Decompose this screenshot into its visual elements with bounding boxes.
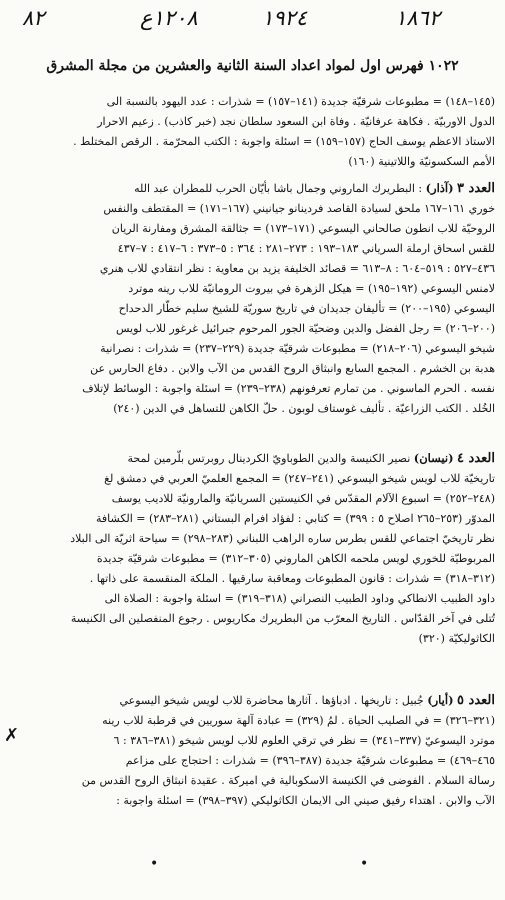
issue-3-block: [14, 178, 495, 419]
handwritten-note-2: ١٢٠٨ع: [140, 6, 198, 30]
text-line: المربوطيّة للخوري لويس ملحمه الكاهن الماروني (٣٠٥–٣١٢) = مطبوعات شرقيّة جديدة: [96, 552, 495, 565]
text-line: هدبة بن الخشرم . المجمع السابع وانبثاق الروح القدس من الآب والابن . دفاع الحارس عن: [90, 362, 495, 375]
text-line: الخُلد . الكتب الزراعيّة . تأليف غوستاف لوبون . حلّ الكاهن للتساهل في الدين (٢٤٠): [113, 402, 495, 415]
page-title: ١٠٢٢ فهرس اول لمواد اعداد السنة الثانية والعشرين من مجلة المشرق: [46, 58, 459, 74]
text-line: جُبيل : تاريخها . ادباؤها . آثارها محاضرة للاب لويس شيخو اليسوعي: [119, 694, 424, 707]
text-line: موترد اليسوعيّ (٣٣٧–٣٤١) = نظر في ترقي العلوم للاب لويس شيخو (٣٨١–٣٨٦ : ٦: [113, 734, 495, 747]
margin-cross-mark: ✗: [4, 725, 20, 746]
text-line: : البطريرك الماروني وجمال باشا بأيّان الحرب للمطران عبد الله: [134, 182, 423, 195]
issue-label: العدد ٤: [457, 451, 495, 466]
text-line: الكاثوليكيّة (٣٢٠): [418, 632, 495, 645]
issue-label: العدد ٣: [457, 181, 495, 196]
bottom-dot: •: [360, 856, 369, 872]
handwritten-note-3: ١٩٢٤: [262, 6, 308, 30]
text-line: تاريخيّة للاب لويس شيخو اليسوعي (٢٤١–٢٤٧) = المجمع العلميّ العربي في دمشق لغ: [104, 472, 495, 485]
text-line: رسالة السلام . الفوضى في الكنيسة الاسكوبالية في اميركة . عقيدة انبثاق الروح القدس من: [81, 774, 495, 787]
text-line: الآب والابن . اهتداء رفيق صيني الى الايمان الكاثوليكي (٣٩٧–٣٩٨) = اسئلة واجوبة :: [116, 794, 495, 807]
issue-3-heading-line: [14, 178, 495, 199]
handwritten-note-4: ١٨٦٢: [395, 6, 441, 30]
issue-label: العدد ٥: [457, 693, 495, 708]
issue-month: (أيار): [427, 693, 454, 707]
text-line: تُتلى في آخر القدّاس . التاريخ المعرّب من البطريرك مكاريوس . رجوع المنفصلين الى الكنيسة: [70, 612, 495, 625]
text-line: خوري ١٦١–١٦٧ ملحق لسيادة القاصد فردينانو جيانيني (١٦٧–١٧١) = المقتطف والنفس: [103, 202, 495, 215]
text-line: (٢٤٨–٢٥٢) = اسبوع الآلام المقدّس في الكنيستين السريانيّة والمارونيّة للاديب يوسف: [111, 492, 495, 505]
handwritten-note-1: ٨٢: [22, 6, 45, 30]
text-line: اليسوعي (١٩٥–٢٠٠) = تأليفان جديدان في تاريخ سوريّة للشيخ سليم خطّار الدحداح: [118, 302, 495, 315]
bottom-dot: •: [150, 856, 159, 872]
issue-5-heading-line: [14, 690, 495, 711]
text-line: نظر تاريخيّ اجتماعي للقس بطرس ساره الراهب اللبناني (٢٨٣–٢٩٨) = سياحة اثريّة الى البلاد: [70, 532, 495, 545]
text-line: (٢٠٠–٢٠٦) = رجل الفضل والدين وضحيّة الجور المرحوم جبرائيل غرغور للاب لويس: [116, 322, 495, 335]
text-line: نصير الكنيسة والدين الطوباويّ الكردينال روبرتس بلّرمين لمحة: [127, 452, 411, 465]
text-line: الأمم السكسونيّة واللاتينية (١٦٠): [348, 155, 495, 168]
text-line: المدوّر (٢٥٣–٢٦٥ اصلاح ٥ : ٣٩٩) = كتابي : لفؤاد افرام البستاني (٢٨١–٢٨٣) = الكشافة: [96, 512, 495, 525]
issue-month: (آذار): [425, 181, 454, 195]
text-line: شيخو اليسوعي (٢٠٦–٢١٨) = مطبوعات شرقيّة جديدة (٢٢٩–٢٣٧) = شذرات : نصرانية: [100, 342, 495, 355]
issue-4-heading-line: [14, 448, 495, 469]
issue-4-block: [14, 448, 495, 649]
issue-5-block: [14, 690, 495, 811]
text-line: (٣١٢–٣١٨) = شذرات : قانون المطبوعات ومعاقبة سارقيها . الملكة المنقسمة على ذاتها .: [89, 572, 495, 585]
text-line: داود الطبيب الانطاكي وداود الطبيب النصراني (٣١٨–٣١٩) = اسئلة واجوبة : الصلاة الى: [104, 592, 495, 605]
issue-month: (نيسان): [413, 451, 454, 465]
text-line: (١٤٥–١٤٨) = مطبوعات شرقيّة جديدة (١٤١–١٥٧) = شذرات : عدد اليهود بالنسبة الى: [106, 95, 495, 108]
text-line: (٣٢١–٣٢٦) = في الصليب الحياة . لمُ (٣٢٩) = عبادة آلهة سوريين في قرطبة للاب رينه: [102, 714, 495, 727]
text-line: الاستاذ الاعظم يوسف الحاج (١٥٧–١٥٩) = اسئلة واجوبة : الكتب المحرّمة . الرقص المختلط .: [73, 135, 495, 148]
text-line: الروحيّة للاب انطون صالحاني اليسوعي (١٧١–١٧٣) = جثالقة المشرق ومفارنة الريان: [111, 222, 495, 235]
text-line: ٤٣٦–٥٢٧ : ٥١٩–٦٠٤ : ٨–٦١٣ = قصائد الخليفة يزيد بن معاوية : نظر انتقادي للاب هنري: [99, 262, 495, 275]
text-line: ٤٦٥–٤٦٩) = مطبوعات شرقيّة جديدة (٣٨٧–٣٩٦) = شذرات : احتجاج على مزاعم: [125, 754, 495, 767]
intro-block: [14, 92, 495, 172]
text-line: الدول الاوربيّة . فكاهة عرفانيّة . وفاة ابن السعود سلطان نجد (خبر كاذب) . زعيم الاحرار: [97, 115, 495, 128]
text-line: لامنس اليسوعي (١٩٢–١٩٥) = هيكل الزهرة في بيروت الرومانيّة للاب رينه موترد: [128, 282, 495, 295]
text-line: للقس اسحاق ارملة السرياني ١٨٣–١٩٣ : ٢٧٣–٢٨١ : ٣٦٤ : ٥–٣٧٣ : ٦–٤١٧ : ٧–٤٣٧: [117, 242, 495, 255]
text-line: نفسه . الحرم الماسوني . من تمارم تعرفونهم (٢٣٨–٢٣٩) = اسئلة واجوبة : الوسائط لإتلاف: [82, 382, 495, 395]
